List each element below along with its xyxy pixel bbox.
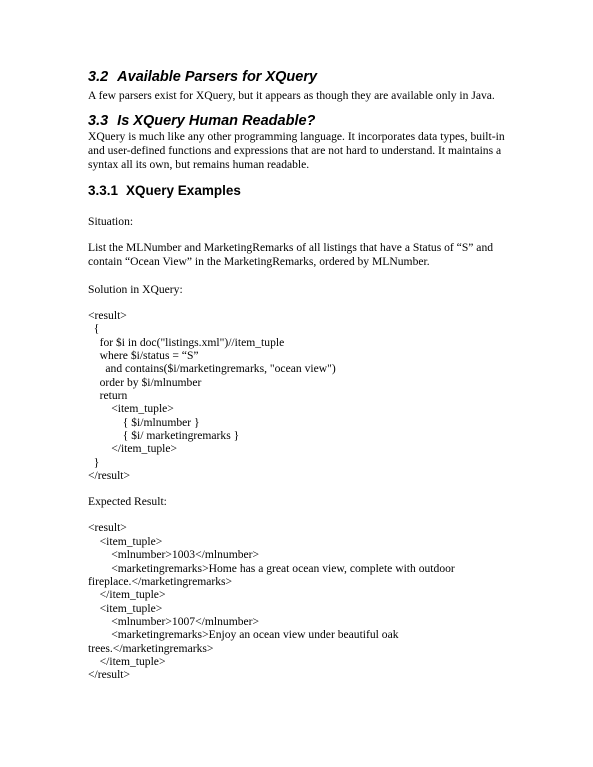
- code-line: for $i in doc("listings.xml")//item_tuple: [88, 336, 285, 349]
- result-line: <item_tuple>: [88, 602, 163, 615]
- section-number: 3.3: [88, 113, 109, 129]
- code-line: <result>: [88, 309, 127, 322]
- code-line: </item_tuple>: [88, 442, 178, 455]
- code-line: { $i/mlnumber }: [88, 416, 200, 429]
- code-line: }: [88, 456, 100, 469]
- code-line: where $i/status = “S”: [88, 349, 199, 362]
- section-title: Is XQuery Human Readable?: [117, 113, 316, 129]
- solution-label: Solution in XQuery:: [88, 283, 183, 296]
- body-line: XQuery is much like any other programming language. It incorporates data types, built-in: [88, 130, 505, 143]
- result-line: <result>: [88, 521, 127, 534]
- code-line: <item_tuple>: [88, 402, 174, 415]
- code-line: and contains($i/marketingremarks, "ocean view"): [88, 362, 336, 375]
- situation-line: contain “Ocean View” in the MarketingRemarks, ordered by MLNumber.: [88, 255, 430, 268]
- section-title: Available Parsers for XQuery: [117, 69, 318, 85]
- section-number: 3.2: [88, 69, 109, 85]
- body-line: syntax all its own, but remains human readable.: [88, 158, 310, 171]
- code-line: {: [88, 322, 100, 335]
- body-line: and user-defined functions and expressions that are not hard to understand. It maintains a: [88, 144, 502, 157]
- result-line: fireplace.</marketingremarks>: [88, 575, 233, 588]
- section-title: XQuery Examples: [126, 183, 241, 198]
- result-line: </item_tuple>: [88, 588, 166, 601]
- code-line: { $i/ marketingremarks }: [88, 429, 240, 442]
- section-3-3-heading: [88, 113, 315, 129]
- situation-line: List the MLNumber and MarketingRemarks of all listings that have a Status of “S” and: [88, 241, 494, 254]
- section-3-3-1-heading: [88, 183, 241, 198]
- code-line: return: [88, 389, 128, 402]
- result-line: <mlnumber>1007</mlnumber>: [88, 615, 260, 628]
- section-3-2-heading: [88, 69, 317, 85]
- result-line: <marketingremarks>Home has a great ocean view, complete with outdoor: [88, 562, 455, 575]
- result-line: </result>: [88, 668, 131, 681]
- code-line: order by $i/mlnumber: [88, 376, 202, 389]
- code-line: </result>: [88, 469, 131, 482]
- section-3-2-paragraph: A few parsers exist for XQuery, but it appears as though they are available only in Java.: [88, 89, 495, 102]
- result-line: <item_tuple>: [88, 535, 163, 548]
- situation-label: Situation:: [88, 215, 134, 228]
- result-line: <mlnumber>1003</mlnumber>: [88, 548, 260, 561]
- result-line: <marketingremarks>Enjoy an ocean view under beautiful oak: [88, 628, 399, 641]
- section-number: 3.3.1: [88, 183, 119, 198]
- result-line: trees.</marketingremarks>: [88, 642, 214, 655]
- result-line: </item_tuple>: [88, 655, 166, 668]
- expected-label: Expected Result:: [88, 495, 167, 508]
